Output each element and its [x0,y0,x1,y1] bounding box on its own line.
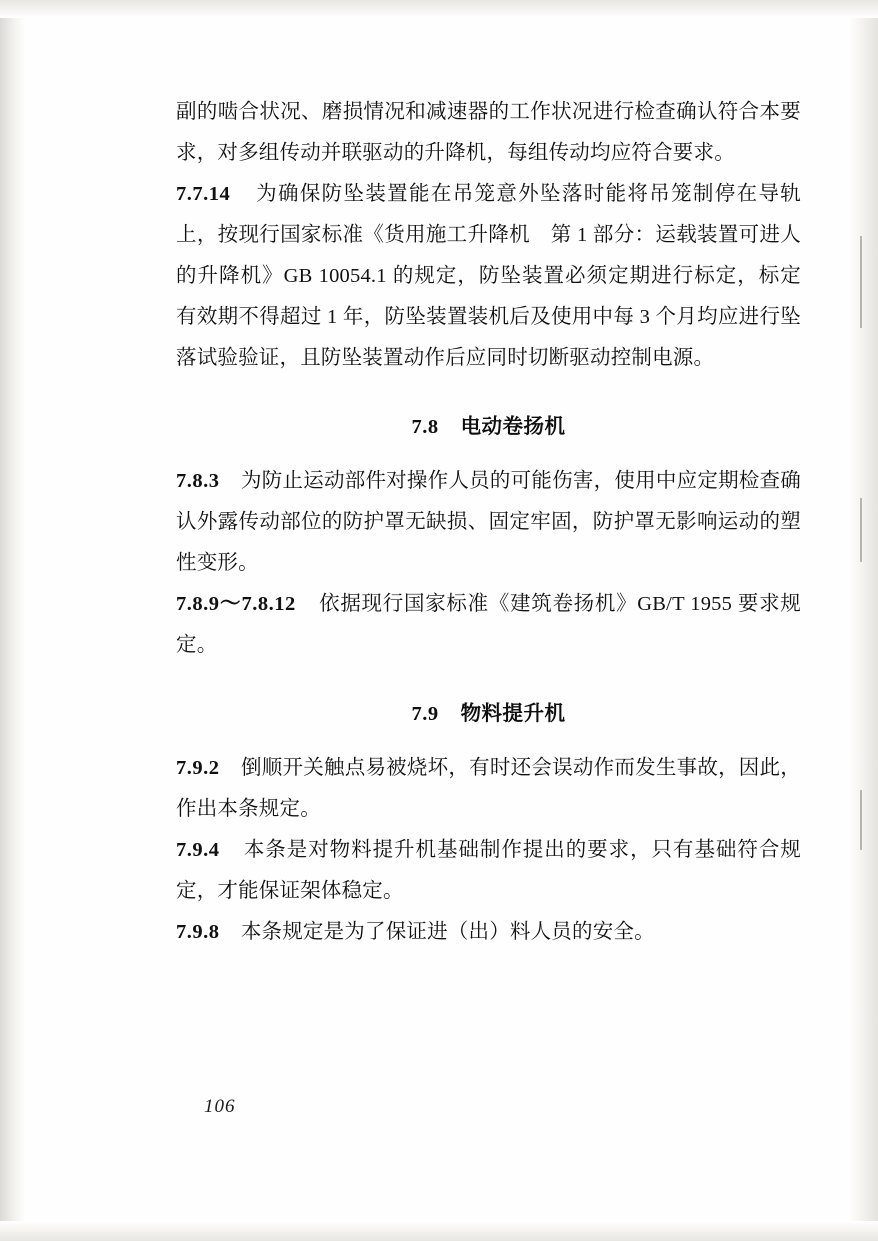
margin-mark-upper-right [860,236,862,328]
margin-mark-mid-right [860,498,862,562]
section-number-7-9: 7.9 [411,703,439,725]
paragraph-7-8-9-text: 依据现行国家标准《建筑卷扬机》GB/T 1955 要求规定。 [176,593,802,656]
paragraph-continued-text: 副的啮合状况、磨损情况和减速器的工作状况进行检查确认符合本要求，对多组传动并联驱动的升降机，每组传动均应符合要求。 [176,101,801,164]
paragraph-7-9-2 [176,748,801,830]
paragraph-7-9-8 [176,912,801,953]
clause-number-7-8-9: 7.8.9～7.8.12 [176,593,296,615]
paragraph-7-8-3 [176,461,801,584]
clause-number-7-8-3: 7.8.3 [176,470,220,492]
section-heading-7-9 [176,696,801,726]
page-body [176,92,801,953]
paragraph-7-8-9 [176,584,801,666]
section-title-7-9: 物料提升机 [460,703,566,725]
margin-mark-lower-right [860,790,862,850]
section-title-7-8: 电动卷扬机 [460,416,566,438]
page-number: 106 [204,1096,236,1117]
page-edge-shadow-left [0,0,26,1241]
clause-number-7-9-8: 7.9.8 [176,921,220,943]
paragraph-continued [176,92,801,174]
paragraph-7-9-8-text: 本条规定是为了保证进（出）料人员的安全。 [240,921,655,943]
page-edge-shadow-bottom [0,1221,878,1241]
paragraph-7-8-3-text: 为防止运动部件对操作人员的可能伤害，使用中应定期检查确认外露传动部位的防护罩无缺损、固定牢固，防护罩无影响运动的塑性变形。 [176,470,801,574]
clause-number-7-9-2: 7.9.2 [176,757,220,779]
paragraph-7-9-4 [176,830,801,912]
clause-number-7-9-4: 7.9.4 [176,839,220,861]
paragraph-7-9-4-text: 本条是对物料提升机基础制作提出的要求，只有基础符合规定，才能保证架体稳定。 [176,839,801,902]
page-edge-shadow-top [0,0,878,18]
page-edge-shadow-right [848,0,878,1241]
paragraph-7-7-14 [176,174,801,379]
section-number-7-8: 7.8 [411,416,439,438]
paragraph-7-9-2-text: 倒顺开关触点易被烧坏，有时还会误动作而发生事故，因此，作出本条规定。 [176,757,801,820]
paragraph-7-7-14-text: 为确保防坠装置能在吊笼意外坠落时能将吊笼制停在导轨上，按现行国家标准《货用施工升降机 第 1 部分：运载装置可进人的升降机》GB 10054.1 的规定，防坠装置必须定期进行标定，标定有效期不得超过 1 年，防坠装置装机后及使用中每 3 个月均应进行坠落试验验证，且防坠装置动作后应同时切断驱动控制电源。 [176,183,801,369]
clause-number-7-7-14: 7.7.14 [176,183,231,205]
section-heading-7-8 [176,409,801,439]
